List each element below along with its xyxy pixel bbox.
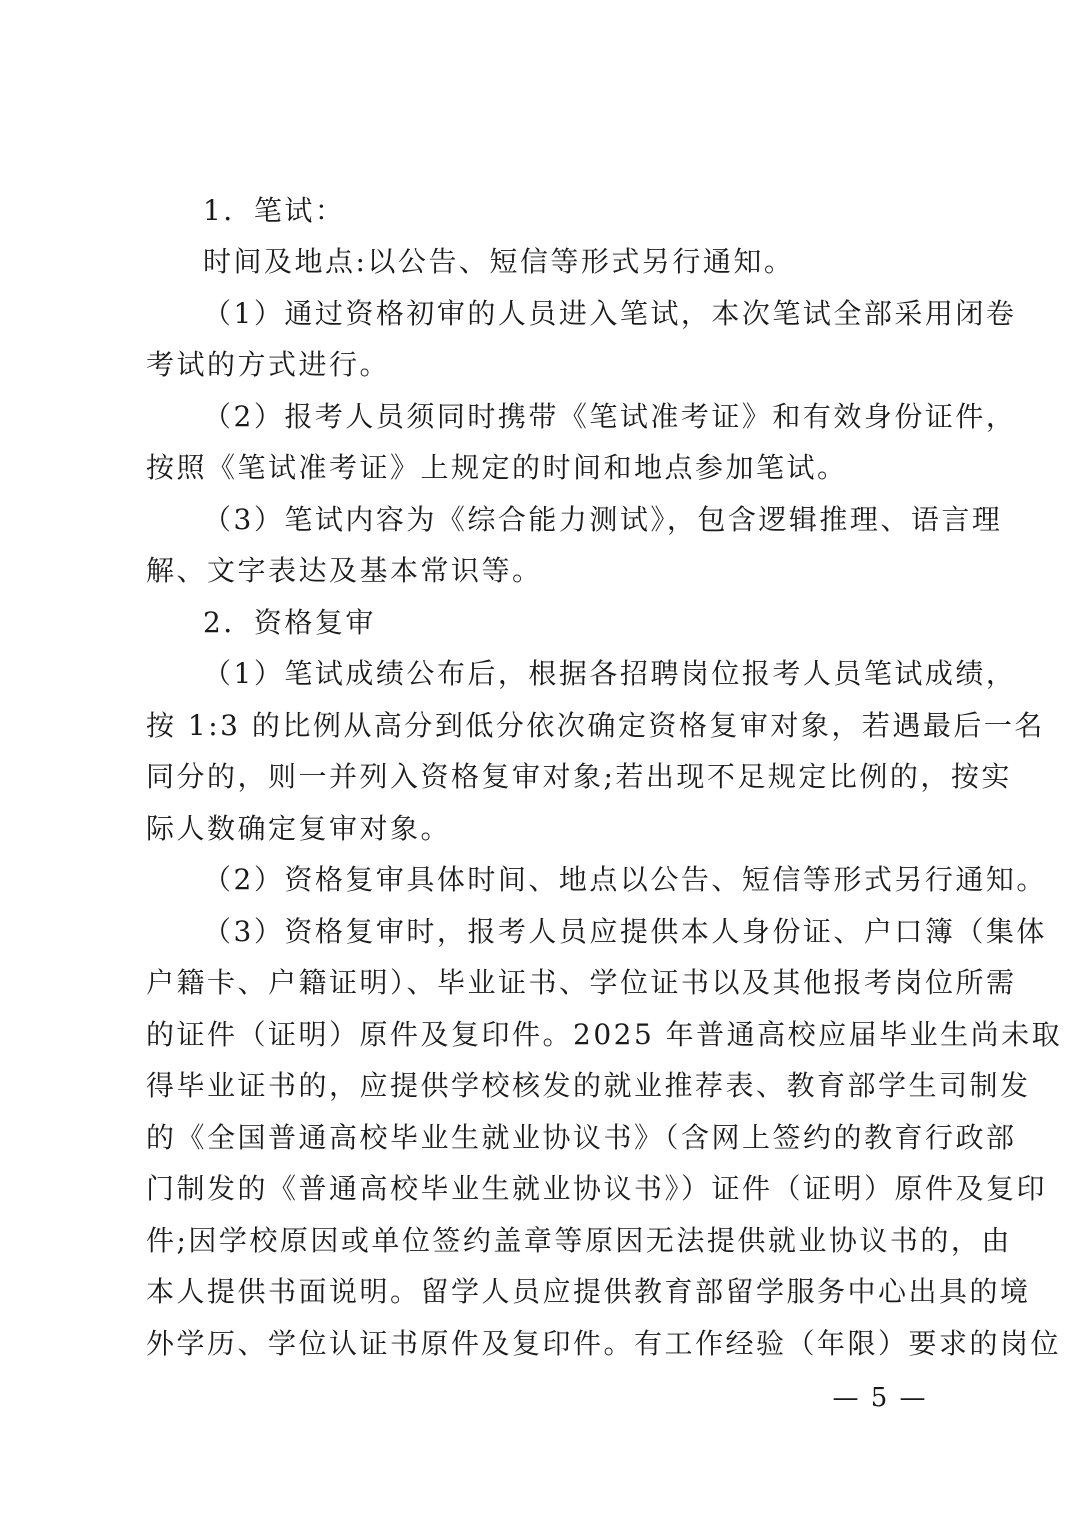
paragraph-line: 时间及地点:以公告、短信等形式另行通知。 (203, 245, 795, 278)
section-heading-written-exam: 1．笔试： (203, 194, 346, 227)
paragraph-line: 考试的方式进行。 (146, 348, 391, 381)
paragraph-line: （3）笔试内容为《综合能力测试》，包含逻辑推理、语言理 (203, 503, 1003, 536)
paragraph-line: 按 1:3 的比例从高分到低分依次确定资格复审对象，若遇最后一名 (146, 709, 1045, 742)
paragraph-line: 户籍卡、户籍证明）、毕业证书、学位证书以及其他报考岗位所需 (146, 966, 1017, 999)
paragraph-line: 外学历、学位认证书原件及复印件。有工作经验（年限）要求的岗位 (146, 1327, 1062, 1360)
paragraph-line: 同分的，则一并列入资格复审对象;若出现不足规定比例的，按实 (146, 760, 1012, 793)
paragraph-line: 本人提供书面说明。留学人员应提供教育部留学服务中心出具的境 (146, 1275, 1031, 1308)
section-heading-qualification-review: 2．资格复审 (203, 606, 376, 639)
paragraph-line: （2）资格复审具体时间、地点以公告、短信等形式另行通知。 (203, 863, 1047, 896)
paragraph-line: 按照《笔试准考证》上规定的时间和地点参加笔试。 (146, 451, 848, 484)
paragraph-line: 件;因学校原因或单位签约盖章等原因无法提供就业协议书的，由 (146, 1224, 1012, 1257)
paragraph-line: （1）笔试成绩公布后，根据各招聘岗位报考人员笔试成绩， (203, 657, 1017, 690)
paragraph-line: 际人数确定复审对象。 (146, 812, 452, 845)
paragraph-line: （2）报考人员须同时携带《笔试准考证》和有效身份证件， (203, 400, 1017, 433)
paragraph-line: 的《全国普通高校毕业生就业协议书》（含网上签约的教育行政部 (146, 1121, 1017, 1154)
paragraph-line: （1）通过资格初审的人员进入笔试，本次笔试全部采用闭卷 (203, 297, 1017, 330)
paragraph-line: 得毕业证书的，应提供学校核发的就业推荐表、教育部学生司制发 (146, 1069, 1031, 1102)
page-number: — 5 — (832, 1383, 928, 1413)
paragraph-line: 的证件（证明）原件及复印件。2025 年普通高校应届毕业生尚未取 (146, 1018, 1063, 1051)
paragraph-line: 门制发的《普通高校毕业生就业协议书》）证件（证明）原件及复印 (146, 1172, 1048, 1205)
paragraph-line: （3）资格复审时，报考人员应提供本人身份证、户口簿（集体 (203, 915, 1047, 948)
paragraph-line: 解、文字表达及基本常识等。 (146, 554, 543, 587)
